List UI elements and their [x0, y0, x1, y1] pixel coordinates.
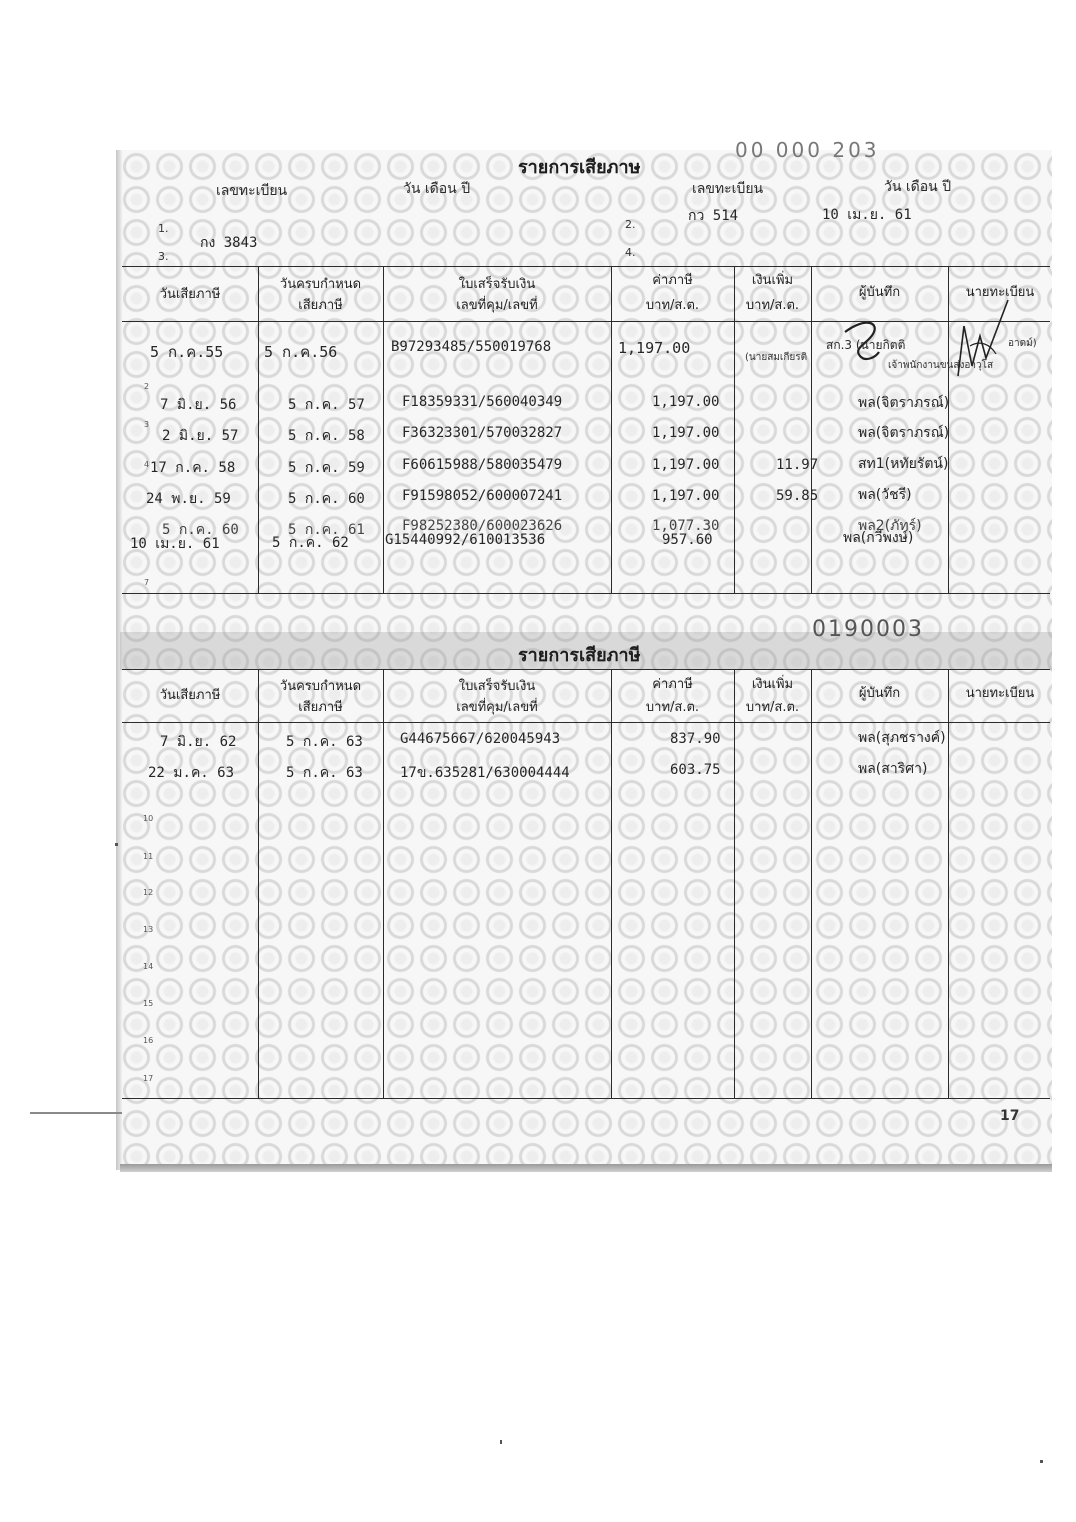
line-number: 12: [143, 888, 154, 897]
col-header-receipt-line2: เลขที่คุม/เลขที่: [456, 298, 538, 313]
row-tax-date: 2 มิ.ย. 57: [162, 428, 239, 444]
row-tax: 603.75: [670, 762, 721, 778]
row-tax-date: 7 มิ.ย. 62: [160, 734, 237, 750]
col-header-surcharge-line2: บาท/ส.ต.: [745, 298, 800, 313]
date-header-right: วัน เดือน ปี: [884, 179, 952, 195]
registration-header-left: เลขทะเบียน: [216, 183, 288, 199]
row-tax: 837.90: [670, 731, 721, 747]
section1-overprint-number: 00 000 203: [735, 138, 880, 162]
row-receipt: F18359331/560040349: [402, 394, 563, 410]
col-header-registrar: นายทะเบียน: [965, 285, 1035, 300]
col-header-surcharge-line1: เงินเพิ่ม: [751, 273, 794, 288]
col-header-receipt-line1: ใบเสร็จรับเงิน: [458, 277, 536, 292]
row-due-date: 5 ก.ค. 63: [286, 765, 363, 781]
row-receipt: F36323301/570032827: [402, 425, 563, 441]
row-due-date: 5 ก.ค. 59: [288, 460, 365, 476]
row-due-date: 5 ก.ค. 58: [288, 428, 365, 444]
section2-title: รายการเสียภาษี: [518, 645, 641, 666]
row-tax: 1,197.00: [652, 425, 720, 441]
row1-recorder: สก.3 (นายกิตติ: [826, 338, 906, 352]
table1-header-bottom-border: [122, 321, 1050, 322]
row-tax-date: 22 ม.ค. 63: [148, 765, 235, 781]
slot1-number: 1.: [158, 222, 169, 235]
row-receipt: F91598052/600007241: [402, 488, 563, 504]
table2-col-divider: [811, 669, 812, 1098]
row-tax: 1,197.00: [652, 394, 720, 410]
row-receipt: F98252380/600023626: [402, 518, 563, 534]
table2-bottom-border: [122, 1098, 1050, 1099]
row-tax-date: 5 ก.ค. 60: [162, 522, 239, 538]
line-number: 7: [144, 578, 150, 587]
row-tax-date: 7 มิ.ย. 56: [160, 397, 237, 413]
row-recorder: พล(สาริศา): [858, 761, 928, 777]
col-header-tax-date: วันเสียภาษี: [159, 688, 221, 703]
row1-tax-date: 5 ก.ค.55: [150, 343, 224, 361]
scan-mark: [1040, 1460, 1043, 1463]
row-recorder: พล(จิตราภรณ์): [858, 425, 950, 441]
row-recorder: พล(วัชรี): [858, 487, 912, 503]
line-number: 16: [143, 1036, 154, 1045]
col-header-due-date-line2: เสียภาษี: [298, 700, 343, 715]
sheet-bottom-edge: [120, 1164, 1052, 1172]
row-tax: 1,197.00: [652, 488, 720, 504]
col-header-receipt-line1: ใบเสร็จรับเงิน: [458, 679, 536, 694]
row1-note-registrar: อาดม์): [1008, 338, 1037, 349]
row-receipt: 17ข.635281/630004444: [400, 765, 570, 781]
row-tax: 1,077.30: [652, 518, 720, 534]
table2-header-bottom-border: [122, 722, 1050, 723]
col-header-tax-line2: บาท/ส.ต.: [645, 298, 700, 313]
table1-top-border: [122, 266, 1050, 267]
table1-col-divider: [811, 266, 812, 593]
row-tax-date: 10 เม.ย. 61: [130, 536, 220, 552]
row-receipt: F60615988/580035479: [402, 457, 563, 473]
line-number: 3: [144, 420, 150, 429]
row-surcharge: 11.97: [776, 457, 819, 473]
row1-note-left: (นายสมเกียรติ: [745, 352, 808, 363]
col-header-tax-line2: บาท/ส.ต.: [645, 700, 700, 715]
table1-col-divider: [383, 266, 384, 593]
registration-header-right: เลขทะเบียน: [692, 181, 764, 197]
recorder-signature-mark: [835, 312, 895, 372]
scan-mark: [500, 1440, 502, 1444]
table1-col-divider: [611, 266, 612, 593]
date-header-left: วัน เดือน ปี: [403, 181, 471, 197]
row1-tax: 1,197.00: [618, 339, 691, 357]
line-number: 11: [143, 852, 154, 861]
line-number: 15: [143, 999, 154, 1008]
section2-overprint-number: 0190003: [812, 617, 924, 642]
col-header-recorder: ผู้บันทึก: [858, 285, 901, 300]
scan-mark: [30, 1112, 122, 1114]
col-header-receipt-line2: เลขที่คุม/เลขที่: [456, 700, 538, 715]
line-number: 10: [143, 814, 154, 823]
row-recorder: พล(กวีพงษ์): [843, 530, 914, 546]
col-header-tax-line1: ค่าภาษี: [652, 273, 693, 288]
row1-due-date: 5 ก.ค.56: [264, 343, 338, 361]
table2-col-divider: [948, 669, 949, 1098]
col-header-due-date-line1: วันครบกำหนด: [279, 277, 362, 292]
col-header-due-date-line1: วันครบกำหนด: [279, 679, 362, 694]
row-due-date: 5 ก.ค. 57: [288, 397, 365, 413]
section1-title: รายการเสียภาษ: [518, 157, 641, 178]
row-due-date: 5 ก.ค. 63: [286, 734, 363, 750]
slot2-registration: กว 514: [688, 208, 739, 224]
col-header-surcharge-line1: เงินเพิ่ม: [751, 677, 794, 692]
table2-col-divider: [383, 669, 384, 1098]
col-header-tax-date: วันเสียภาษี: [159, 287, 221, 302]
table1-bottom-border: [122, 593, 1050, 594]
line-number: 4: [144, 460, 150, 469]
line-number: 17: [143, 1074, 154, 1083]
page-number: 17: [1000, 1108, 1020, 1124]
line-number: 14: [143, 962, 154, 971]
table1-col-divider: [734, 266, 735, 593]
table2-top-border: [122, 669, 1050, 670]
table2-col-divider: [611, 669, 612, 1098]
line-number: 13: [143, 925, 154, 934]
slot3-number: 3.: [158, 250, 169, 263]
row-recorder: พล(จิตราภรณ์): [858, 395, 950, 411]
slot4-number: 4.: [625, 246, 636, 259]
col-header-tax-line1: ค่าภาษี: [652, 677, 693, 692]
col-header-due-date-line2: เสียภาษี: [298, 298, 343, 313]
row-receipt: G44675667/620045943: [400, 731, 561, 747]
row-recorder: สท1(หทัยรัตน์): [858, 456, 949, 472]
row1-note-right: เจ้าพนักงานขนส่งอาวุโส: [888, 360, 994, 371]
table2-col-divider: [734, 669, 735, 1098]
row-tax-date: 24 พ.ย. 59: [146, 491, 231, 507]
line-number: 2: [144, 382, 150, 391]
scan-mark: [115, 843, 118, 846]
slot2-number: 2.: [625, 218, 636, 231]
col-header-surcharge-line2: บาท/ส.ต.: [745, 700, 800, 715]
slot3-registration: กง 3843: [200, 235, 258, 251]
row-tax: 1,197.00: [652, 457, 720, 473]
row-due-date: 5 ก.ค. 60: [288, 491, 365, 507]
row-due-date: 5 ก.ค. 62: [272, 535, 349, 551]
row-receipt: G15440992/610013536: [385, 532, 546, 548]
row-due-date: 5 ก.ค. 61: [288, 522, 365, 538]
row-recorder: พล2(ภัทร์): [858, 518, 922, 534]
row-tax-date: 17 ก.ค. 58: [150, 460, 236, 476]
col-header-recorder: ผู้บันทึก: [858, 686, 901, 701]
row-tax: 957.60: [662, 532, 713, 548]
table2-col-divider: [258, 669, 259, 1098]
table1-col-divider: [258, 266, 259, 593]
col-header-registrar: นายทะเบียน: [965, 686, 1035, 701]
row-recorder: พล(สุภชรางค์): [858, 730, 946, 746]
row-surcharge: 59.85: [776, 488, 819, 504]
registrar-signature-mark: [950, 296, 1020, 386]
slot2-date: 10 เม.ย. 61: [822, 207, 912, 223]
row1-receipt: B97293485/550019768: [391, 339, 552, 355]
